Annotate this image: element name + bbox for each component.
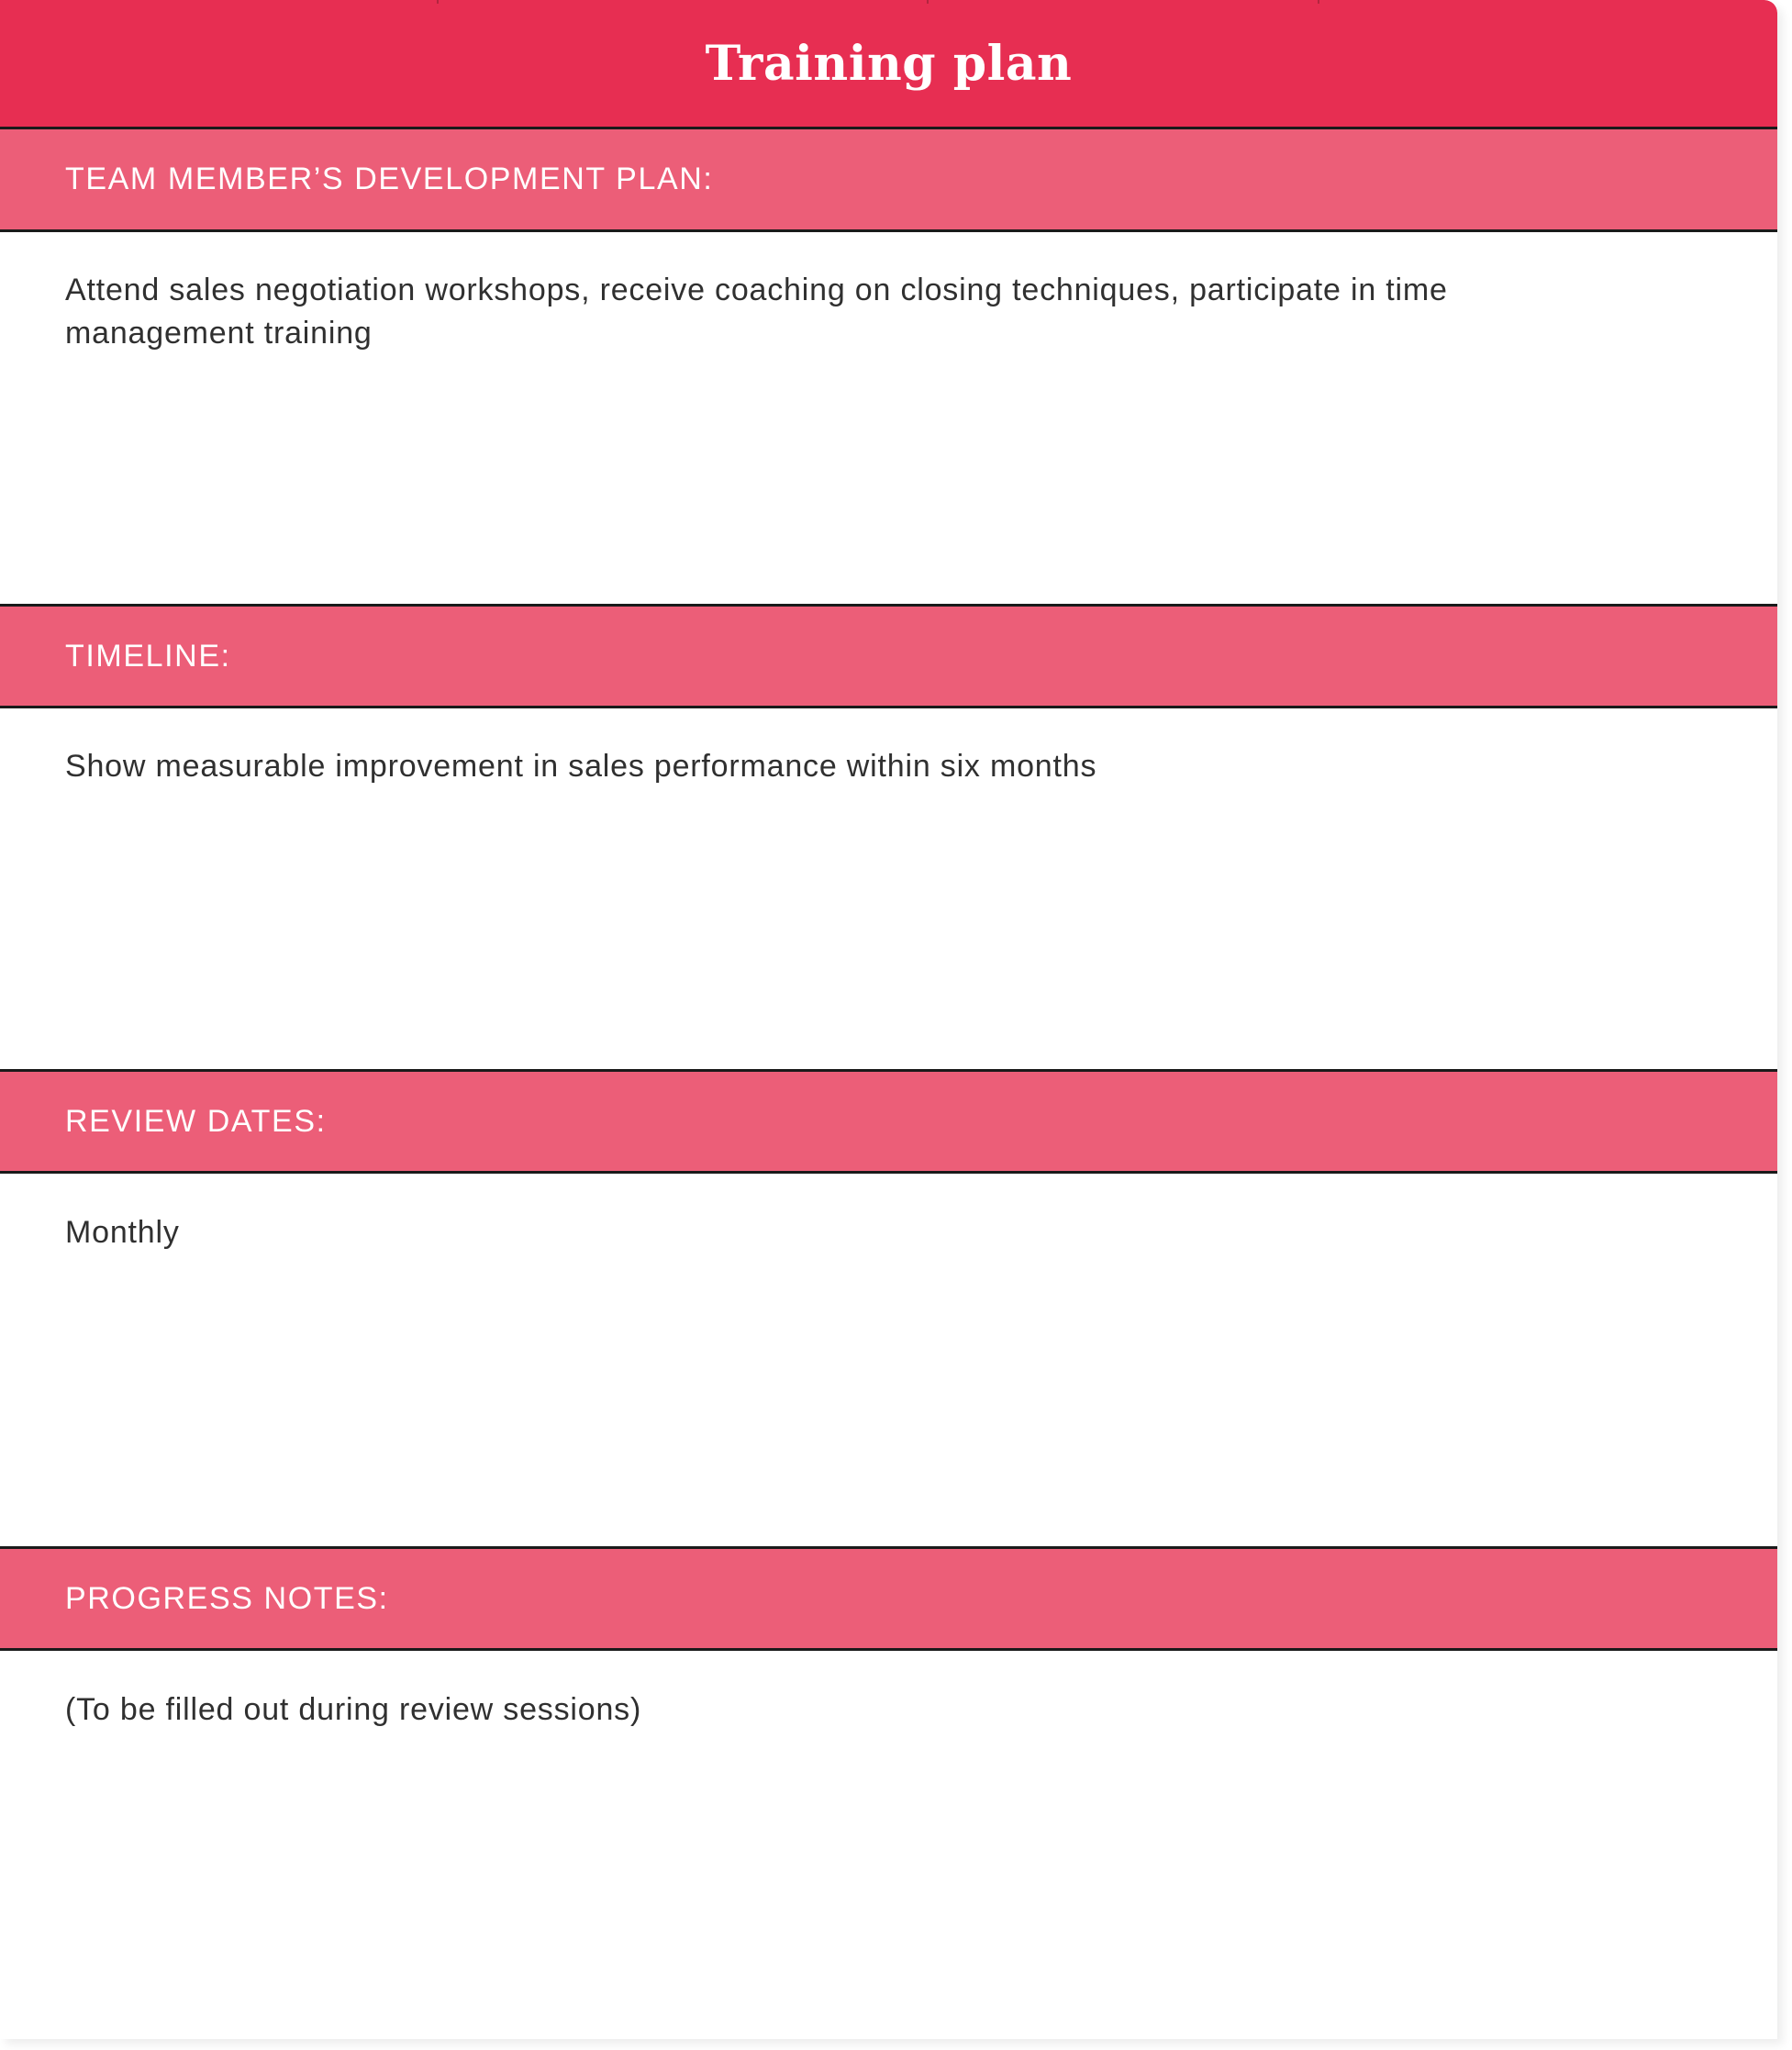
- section-header-progress-notes: [0, 1546, 1777, 1651]
- page-title: Training plan: [705, 35, 1073, 92]
- section-heading: TIMELINE:: [65, 638, 231, 674]
- section-header-timeline: [0, 604, 1777, 708]
- section-body-review-dates: Monthly: [65, 1215, 180, 1250]
- section-heading: REVIEW DATES:: [65, 1103, 327, 1139]
- section-heading: PROGRESS NOTES:: [65, 1580, 389, 1616]
- top-tick-mark: [437, 0, 439, 4]
- title-bar: [0, 0, 1777, 129]
- section-header-development-plan: [0, 129, 1777, 232]
- section-heading: TEAM MEMBER’S DEVELOPMENT PLAN:: [65, 162, 714, 196]
- top-tick-mark: [927, 0, 929, 4]
- section-body-development-plan: Attend sales negotiation workshops, receive coaching on closing techniques, participate in time management training: [65, 273, 1448, 351]
- top-tick-mark: [1318, 0, 1319, 4]
- section-body-progress-notes: (To be filled out during review sessions): [65, 1692, 642, 1727]
- section-header-review-dates: [0, 1069, 1777, 1174]
- section-body-timeline: Show measurable improvement in sales performance within six months: [65, 749, 1097, 784]
